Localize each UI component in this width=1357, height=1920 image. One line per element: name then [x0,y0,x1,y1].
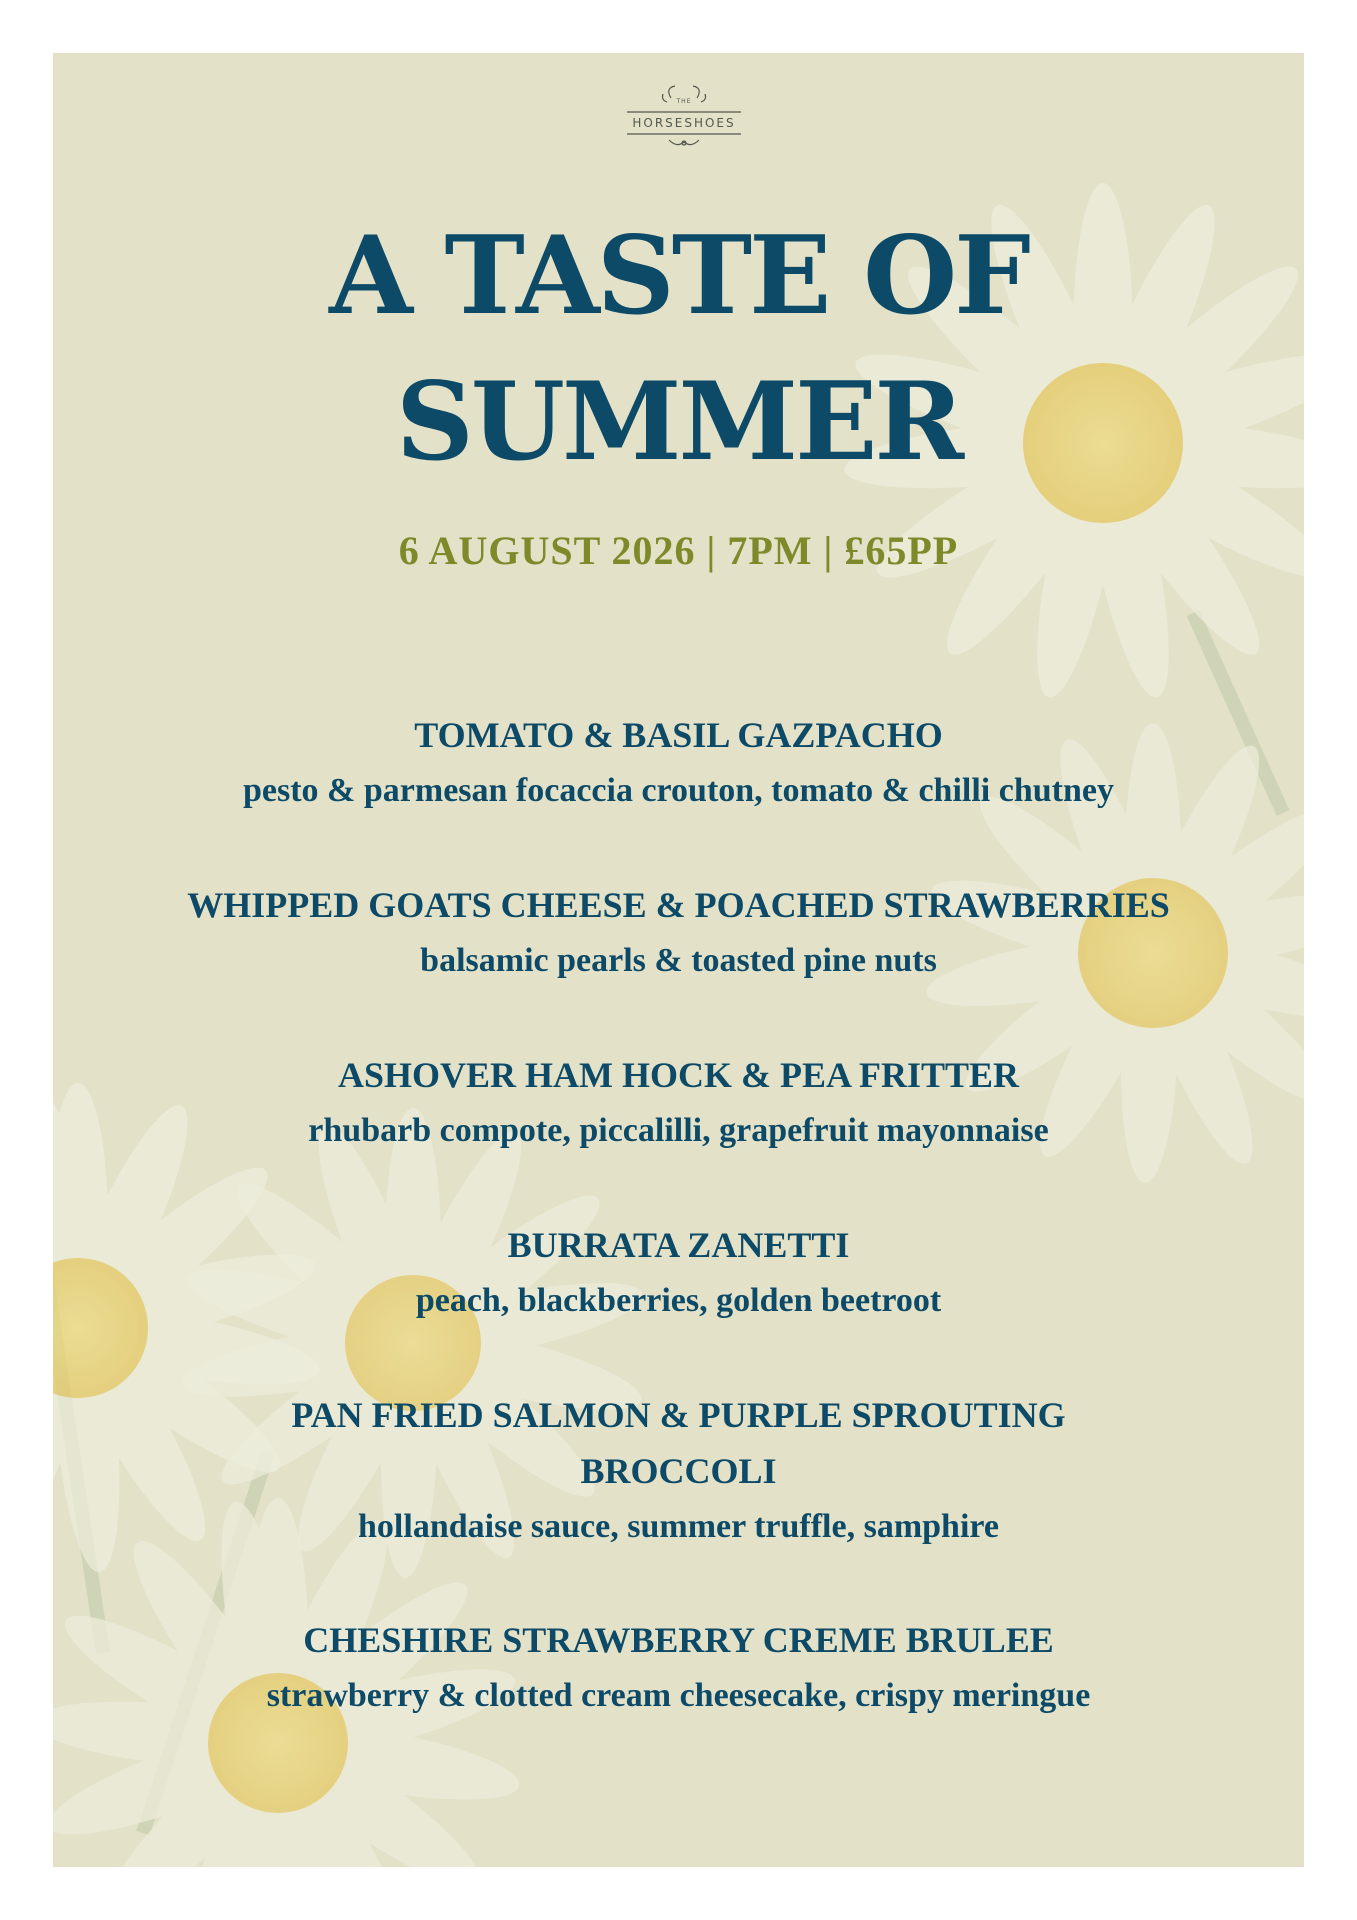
course-description: strawberry & clotted cream cheesecake, crispy meringue [266,1677,1091,1714]
course-description: peach, blackberries, golden beetroot [415,1282,942,1319]
course-1 [53,707,1304,819]
course-name: WHIPPED GOATS CHEESE & POACHED STRAWBERRIES [187,885,1170,925]
course-name: ASHOVER HAM HOCK & PEA FRITTER [337,1055,1020,1095]
title-line-1: A TASTE OF [329,213,1028,339]
logo-small-text: THE [676,98,692,105]
course-name: CHESHIRE STRAWBERRY CREME BRULEE [303,1620,1054,1660]
menu-poster [53,53,1304,1867]
course-name-continued: BROCCOLI [580,1451,777,1491]
course-name: BURRATA ZANETTI [507,1225,850,1265]
course-3 [53,1047,1304,1159]
logo-wordmark: HORSESHOES [632,116,736,130]
course-5 [53,1387,1304,1555]
course-2 [53,877,1304,989]
course-description: pesto & parmesan focaccia crouton, tomato & chilli chutney [243,772,1114,809]
course-4 [53,1217,1304,1329]
event-details: 6 AUGUST 2026 | 7PM | £65PP [398,528,959,573]
horseshoes-logo [619,84,749,164]
course-name: PAN FRIED SALMON & PURPLE SPROUTING [291,1395,1066,1435]
course-description: hollandaise sauce, summer truffle, samphire [358,1508,999,1545]
course-description: balsamic pearls & toasted pine nuts [420,942,937,979]
course-name: TOMATO & BASIL GAZPACHO [414,715,943,755]
course-description: rhubarb compote, piccalilli, grapefruit mayonnaise [308,1112,1049,1149]
course-6 [53,1612,1304,1724]
title-line-2: SUMMER [395,359,962,485]
